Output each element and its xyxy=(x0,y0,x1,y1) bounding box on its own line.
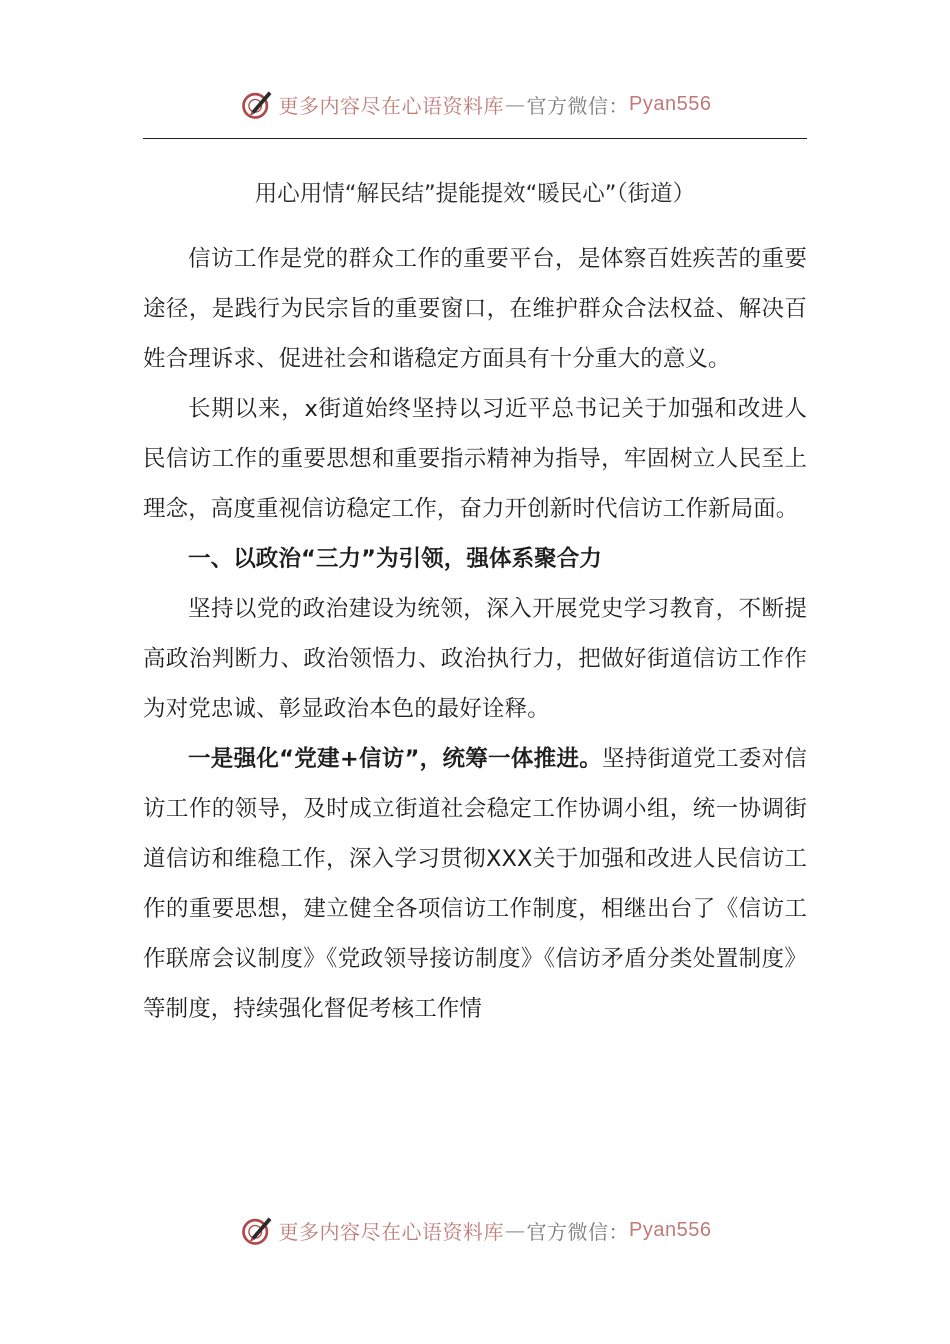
header-divider xyxy=(143,138,807,139)
section-heading-1: 一、以政治“三力”为引领，强体系聚合力 xyxy=(188,546,602,572)
header-watermark-banner xyxy=(0,82,950,126)
pen-circle-logo-icon xyxy=(239,86,275,122)
paragraph-point-1 xyxy=(143,734,807,1034)
point-1-lead: 一是强化“党建+信访”，统筹一体推进。 xyxy=(188,746,603,772)
banner-text: 更多内容尽在心语资料库 xyxy=(278,1219,505,1244)
banner-text: 更多内容尽在心语资料库 xyxy=(278,93,505,118)
banner-wechat-label: 官方微信： xyxy=(526,1219,630,1244)
paragraph-background: 长期以来，x街道始终坚持以习近平总书记关于加强和改进人民信访工作的重要思想和重要指示精神为指导，牢固树立人民至上理念，高度重视信访稳定工作，奋力开创新时代信访工作新局面。 xyxy=(143,396,807,522)
banner-wechat-label: 官方微信： xyxy=(526,93,630,118)
banner-dash: — xyxy=(505,92,526,116)
paragraph-intro: 信访工作是党的群众工作的重要平台，是体察百姓疾苦的重要途径，是践行为民宗旨的重要窗口，在维护群众合法权益、解决百姓合理诉求、促进社会和谐稳定方面具有十分重大的意义。 xyxy=(143,246,807,372)
document-body xyxy=(143,234,807,1034)
banner-wechat-id: Pyan556 xyxy=(629,1218,712,1241)
pen-circle-logo-icon xyxy=(239,1212,275,1248)
document-title: 用心用情“解民结”提能提效“暖民心”（街道） xyxy=(254,181,696,207)
footer-watermark-banner xyxy=(0,1208,950,1252)
point-1-body: 坚持街道党工委对信访工作的领导，及时成立街道社会稳定工作协调小组，统一协调街道信访和维稳工作，深入学习贯彻XXX关于加强和改进人民信访工作的重要思想，建立健全各项信访工作制度，相继出台了《信访工作联席会议制度》《党政领导接访制度》《信访矛盾分类处置制度》等制度，持续强化督促考核工作情 xyxy=(143,746,807,1022)
paragraph-section-1: 坚持以党的政治建设为统领，深入开展党史学习教育，不断提高政治判断力、政治领悟力、政治执行力，把做好街道信访工作作为对党忠诚、彰显政治本色的最好诠释。 xyxy=(143,596,807,722)
banner-dash: — xyxy=(505,1218,526,1242)
banner-wechat-id: Pyan556 xyxy=(629,92,712,115)
